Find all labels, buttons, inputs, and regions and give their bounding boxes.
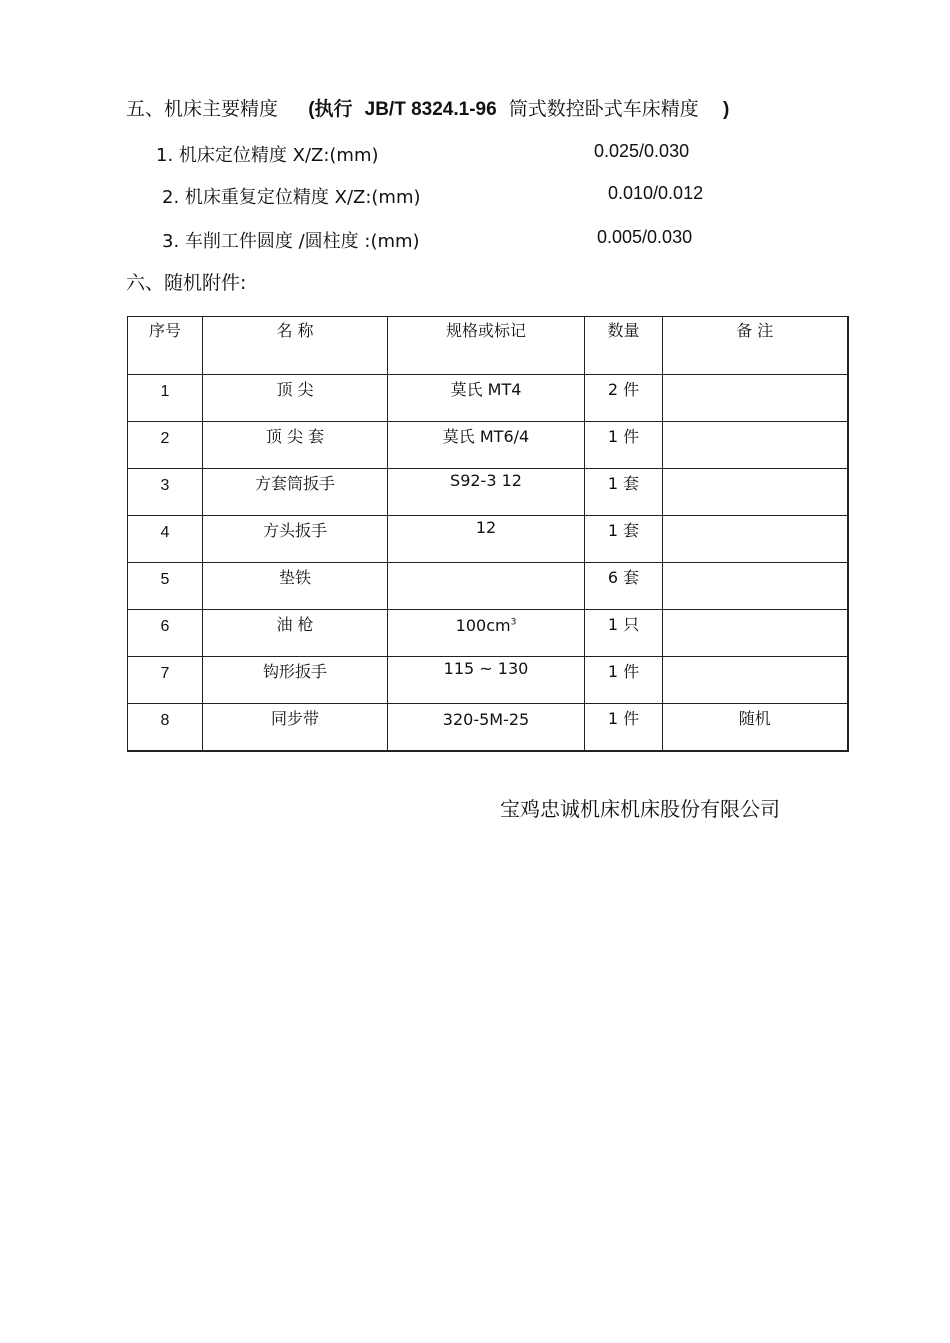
row-spec: 莫氏 MT6/4 (442, 427, 530, 446)
table-row (128, 563, 848, 610)
row-note (663, 469, 847, 471)
header-note: 备 注 (663, 317, 848, 375)
row-name: 同步带 (270, 709, 319, 728)
row-note (663, 563, 847, 565)
section6-title: 六、随机附件: (126, 272, 247, 294)
company-name: 宝鸡忠诚机床机床股份有限公司 (500, 797, 780, 821)
section5-title: 五、机床主要精度 (126, 98, 279, 120)
row-name: 油 枪 (276, 615, 314, 634)
row-name: 方头扳手 (262, 521, 327, 540)
row-name: 顶 尖 (276, 380, 314, 399)
row-name: 钩形扳手 (262, 662, 327, 681)
accessories-table (127, 316, 849, 752)
table-header-row (128, 317, 848, 375)
standard-name: 筒式数控卧式车床精度 (508, 98, 699, 120)
row-seq: 2 (160, 430, 170, 447)
row-spec: 12 (475, 518, 497, 537)
row-note (663, 657, 847, 659)
table-row (128, 516, 848, 563)
row-seq: 7 (160, 665, 170, 682)
row-seq: 1 (160, 383, 170, 400)
precision-value-1: 0.025/0.030 (594, 141, 690, 161)
row-name: 顶 尖 套 (265, 427, 325, 446)
row-spec (388, 563, 584, 565)
row-qty: 6 套 (607, 568, 640, 587)
row-spec-superscript: 3 (510, 617, 517, 628)
row-name: 方套筒扳手 (254, 474, 335, 493)
row-note: 随机 (738, 709, 771, 728)
row-spec: 100cm (455, 616, 511, 635)
row-spec: 115 ~ 130 (443, 659, 529, 678)
table-row (128, 469, 848, 516)
row-qty: 1 件 (607, 662, 640, 681)
precision-label-2: 2. 机床重复定位精度 X/Z:(mm) (162, 187, 421, 208)
row-seq: 3 (160, 477, 170, 494)
row-note (663, 610, 847, 612)
header-seq: 序号 (128, 317, 203, 375)
precision-value-3: 0.005/0.030 (597, 227, 693, 247)
row-qty: 1 件 (607, 427, 640, 446)
table-row (128, 704, 848, 752)
table-row (128, 610, 848, 657)
standard-close: ) (722, 99, 730, 120)
header-name: 名 称 (203, 317, 388, 375)
row-qty: 1 件 (607, 709, 640, 728)
row-seq: 5 (160, 571, 170, 588)
precision-label-3: 3. 车削工件圆度 /圆柱度 :(mm) (162, 231, 420, 252)
row-spec: 320-5M-25 (442, 710, 530, 729)
header-spec: 规格或标记 (388, 317, 585, 375)
row-qty: 1 只 (607, 615, 640, 634)
row-qty: 1 套 (607, 474, 640, 493)
row-spec: 莫氏 MT4 (450, 380, 522, 399)
precision-label-1: 1. 机床定位精度 X/Z:(mm) (156, 145, 379, 166)
table-row (128, 657, 848, 704)
row-name: 垫铁 (278, 568, 311, 587)
section5-heading (126, 94, 729, 121)
row-seq: 4 (160, 524, 170, 541)
header-qty: 数量 (585, 317, 663, 375)
row-seq: 8 (160, 712, 170, 729)
row-qty: 2 件 (607, 380, 640, 399)
row-seq: 6 (160, 618, 170, 635)
table-row (128, 375, 848, 422)
standard-code: JB/T 8324.1-96 (364, 99, 497, 120)
row-note (663, 375, 847, 377)
row-note (663, 422, 847, 424)
precision-value-2: 0.010/0.012 (608, 183, 704, 203)
row-note (663, 516, 847, 518)
standard-open: (执行 (308, 99, 353, 120)
row-qty: 1 套 (607, 521, 640, 540)
row-spec: S92-3 12 (450, 471, 522, 490)
table-row (128, 422, 848, 469)
